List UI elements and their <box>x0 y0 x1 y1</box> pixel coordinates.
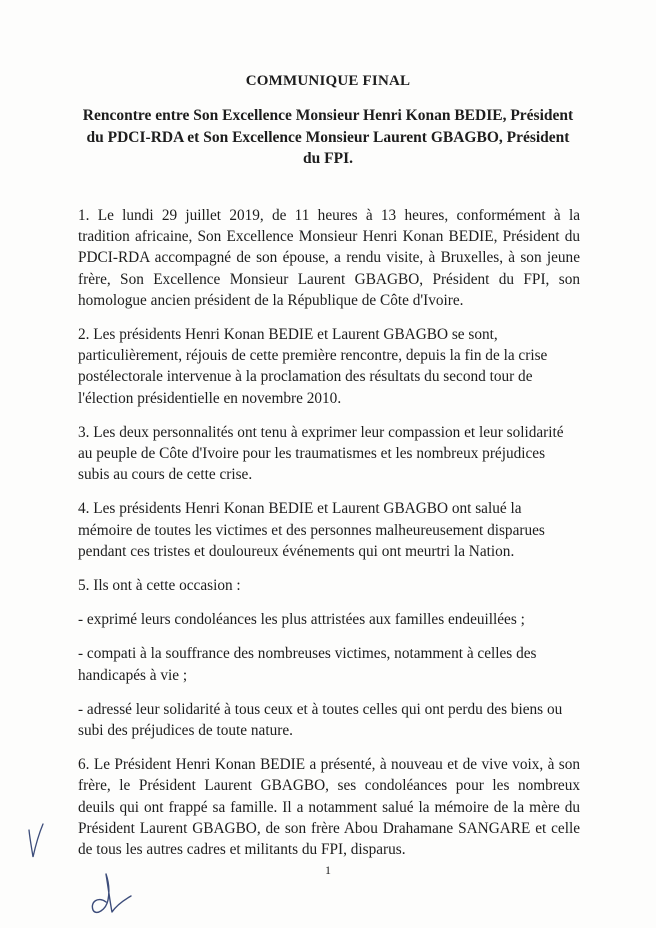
paragraph-6 <box>78 754 580 860</box>
paragraph-line: l'élection présidentielle en novembre 2010. <box>78 389 342 407</box>
paragraph-line: Président Laurent GBAGBO, de son frère Abou Drahamane SANGARE et celle <box>78 819 580 837</box>
document-body <box>78 205 580 873</box>
paragraph-2 <box>78 324 580 409</box>
subtitle-line: du FPI. <box>303 150 353 167</box>
paragraph-line: 3. Les deux personnalités ont tenu à exprimer leur compassion et leur solidarité <box>78 423 564 441</box>
paragraph-line: frère, Son Excellence Monsieur Laurent GBAGBO, Président du FPI, son <box>78 270 580 288</box>
subtitle-line: du PDCI-RDA et Son Excellence Monsieur Laurent GBAGBO, Président <box>86 128 570 146</box>
page-number: 1 <box>325 863 331 877</box>
subtitle-line: Rencontre entre Son Excellence Monsieur Henri Konan BEDIE, Président <box>82 107 574 124</box>
paragraph-line: de tous les autres cadres et militants du FPI, disparus. <box>78 841 406 859</box>
paragraph-4 <box>78 498 580 562</box>
paragraph-line: subis au cours de cette crise. <box>78 466 253 484</box>
paragraph-line: PDCI-RDA accompagné de son épouse, a rendu visite, à Bruxelles, à son jeune <box>78 249 580 267</box>
handwritten-check-mark-icon <box>26 820 46 860</box>
paragraph-line: frère, le Président Laurent GBAGBO, ses condoléances pour les nombreux <box>78 777 580 795</box>
paragraph-5 <box>78 575 580 596</box>
bullet-item-2 <box>78 643 580 685</box>
paragraph-line: - adressé leur solidarité à tous ceux et à toutes celles qui ont perdu des biens ou <box>78 700 563 718</box>
paragraph-line: - exprimé leurs condoléances les plus attristées aux familles endeuillées ; <box>78 611 525 629</box>
handwritten-initials-signature <box>84 872 134 918</box>
paragraph-line: 5. Ils ont à cette occasion : <box>78 577 241 595</box>
paragraph-line: au peuple de Côte d'Ivoire pour les traumatismes et les nombreux préjudices <box>78 445 546 463</box>
paragraph-line: mémoire de toutes les victimes et des personnes malheureusement disparues <box>78 521 545 539</box>
paragraph-line: subi des préjudices de toute nature. <box>78 722 293 740</box>
paragraph-line: 4. Les présidents Henri Konan BEDIE et Laurent GBAGBO ont salué la <box>78 500 522 518</box>
paragraph-line: deuils qui ont frappé sa famille. Il a notamment salué la mémoire de la mère du <box>78 798 580 816</box>
paragraph-line: handicapés à vie ; <box>78 666 188 684</box>
paragraph-line: homologue ancien président de la République de Côte d'Ivoire. <box>78 291 464 309</box>
paragraph-line: tradition africaine, Son Excellence Monsieur Henri Konan BEDIE, Président du <box>78 228 580 246</box>
document-subtitle <box>60 105 596 170</box>
paragraph-1 <box>78 205 580 311</box>
paragraph-line: 6. Le Président Henri Konan BEDIE a présenté, à nouveau et de vive voix, à son <box>78 756 580 774</box>
document-title: COMMUNIQUE FINAL <box>245 73 411 89</box>
paragraph-3 <box>78 422 580 486</box>
paragraph-line: - compati à la souffrance des nombreuses victimes, notamment à celles des <box>78 645 537 663</box>
paragraph-line: pendant ces tristes et douloureux événements qui ont meurtri la Nation. <box>78 542 515 560</box>
paragraph-line: 1. Le lundi 29 juillet 2019, de 11 heures à 13 heures, conformément à la <box>78 207 580 224</box>
bullet-item-3 <box>78 699 580 741</box>
paragraph-line: postélectorale intervenue à la proclamation des résultats du second tour de <box>78 368 533 386</box>
paragraph-line: 2. Les présidents Henri Konan BEDIE et Laurent GBAGBO se sont, <box>78 326 498 344</box>
paragraph-line: particulièrement, réjouis de cette première rencontre, depuis la fin de la crise <box>78 347 548 365</box>
bullet-item-1 <box>78 609 580 630</box>
